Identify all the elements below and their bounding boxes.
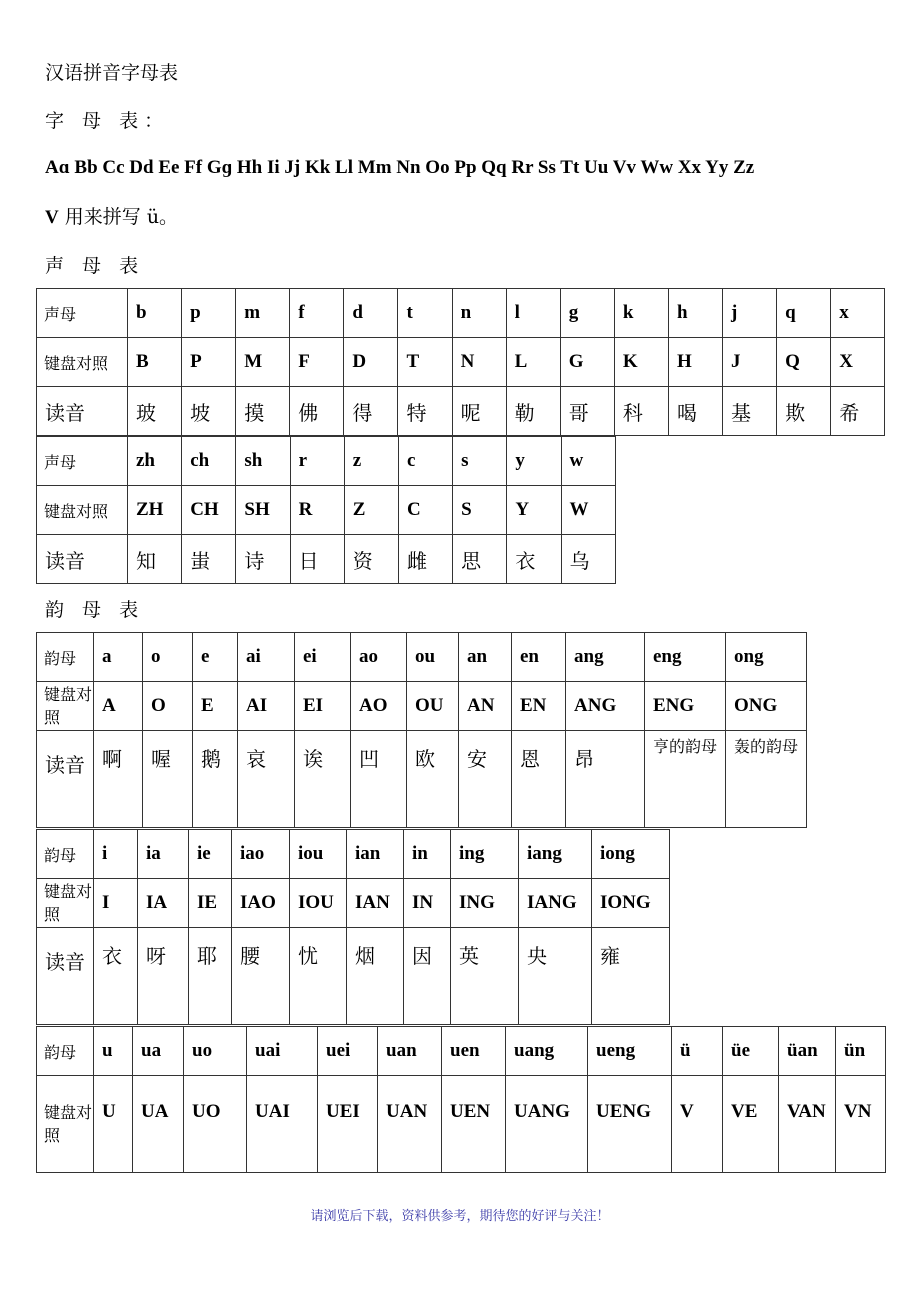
key-cell: VN [836,1076,886,1173]
pinyin-cell: i [94,830,138,879]
reading-cell: 知 [128,535,182,584]
reading-cell: 喔 [143,731,193,828]
row-label: 韵母 [37,1027,94,1076]
initials-table-2 [36,436,616,584]
finals-table-1 [36,632,807,828]
key-cell: N [452,338,506,387]
key-cell: B [128,338,182,387]
reading-cell: 昂 [566,731,645,828]
pinyin-cell: iao [232,830,290,879]
pinyin-cell: n [452,289,506,338]
reading-cell: 鹅 [193,731,238,828]
pinyin-cell: uen [442,1027,506,1076]
key-cell: UA [133,1076,184,1173]
pinyin-cell: ian [347,830,404,879]
table-row [37,338,885,387]
table-row [37,387,885,436]
pinyin-cell: iou [290,830,347,879]
key-cell: SH [236,486,290,535]
key-cell: UEI [318,1076,378,1173]
key-cell: IAO [232,879,290,928]
alphabet-heading: 字 母 表： [45,110,170,132]
reading-cell: 啊 [94,731,143,828]
key-cell: UAN [378,1076,442,1173]
key-cell: E [193,682,238,731]
reading-cell: 因 [404,928,451,1025]
row-label: 读音 [37,387,128,436]
pinyin-cell: g [560,289,614,338]
reading-cell: 衣 [507,535,561,584]
reading-cell: 亨的韵母 [645,731,726,828]
key-cell: U [94,1076,133,1173]
key-cell: M [236,338,290,387]
table-row [37,535,616,584]
key-cell: P [182,338,236,387]
reading-cell: 诗 [236,535,290,584]
v-letter: V [45,207,59,228]
reading-cell: 呢 [452,387,506,436]
reading-cell: 欧 [407,731,459,828]
footer-note: 请浏览后下载，资料供参考，期待您的好评与关注！ [310,1209,610,1224]
pinyin-cell: k [614,289,668,338]
reading-cell: 科 [614,387,668,436]
key-cell: ONG [726,682,807,731]
key-cell: IAN [347,879,404,928]
pinyin-cell: z [344,437,398,486]
key-cell: C [398,486,452,535]
table-row [37,289,885,338]
reading-cell: 雌 [398,535,452,584]
reading-cell: 烟 [347,928,404,1025]
pinyin-cell: l [506,289,560,338]
reading-cell: 雍 [592,928,670,1025]
pinyin-cell: eng [645,633,726,682]
pinyin-cell: ing [451,830,519,879]
reading-cell: 勒 [506,387,560,436]
pinyin-cell: sh [236,437,290,486]
pinyin-cell: u [94,1027,133,1076]
key-cell: G [560,338,614,387]
row-label: 键盘对照 [37,879,94,928]
reading-cell: 摸 [236,387,290,436]
pinyin-cell: o [143,633,193,682]
key-cell: Q [777,338,831,387]
table-row [37,1076,886,1173]
table-row [37,731,807,828]
reading-cell: 凹 [351,731,407,828]
reading-cell: 日 [290,535,344,584]
pinyin-cell: an [459,633,512,682]
key-cell: UAI [247,1076,318,1173]
pinyin-cell: f [290,289,344,338]
row-label: 声母 [37,437,128,486]
pinyin-cell: ua [133,1027,184,1076]
key-cell: AI [238,682,295,731]
pinyin-cell: in [404,830,451,879]
reading-cell: 玻 [128,387,182,436]
finals-table-2 [36,829,670,1025]
pinyin-cell: ang [566,633,645,682]
reading-cell: 哥 [560,387,614,436]
pinyin-cell: j [723,289,777,338]
pinyin-cell: a [94,633,143,682]
reading-cell: 思 [453,535,507,584]
pinyin-cell: ueng [588,1027,672,1076]
key-cell: Y [507,486,561,535]
reading-cell: 哀 [238,731,295,828]
key-cell: IANG [519,879,592,928]
pinyin-cell: uo [184,1027,247,1076]
reading-cell: 耶 [189,928,232,1025]
pinyin-cell: x [831,289,885,338]
key-cell: IN [404,879,451,928]
pinyin-cell: p [182,289,236,338]
key-cell: R [290,486,344,535]
reading-cell: 基 [723,387,777,436]
key-cell: AN [459,682,512,731]
key-cell: X [831,338,885,387]
finals-table-3 [36,1026,886,1173]
row-label: 键盘对照 [37,1076,94,1173]
pinyin-cell: d [344,289,398,338]
table-row [37,879,670,928]
key-cell: OU [407,682,459,731]
pinyin-cell: h [668,289,722,338]
pinyin-cell: t [398,289,452,338]
pinyin-cell: ü [672,1027,723,1076]
pinyin-cell: ün [836,1027,886,1076]
pinyin-cell: ai [238,633,295,682]
row-label: 键盘对照 [37,486,128,535]
key-cell: A [94,682,143,731]
reading-cell: 希 [831,387,885,436]
key-cell: UENG [588,1076,672,1173]
reading-cell: 轰的韵母 [726,731,807,828]
row-label: 声母 [37,289,128,338]
key-cell: UANG [506,1076,588,1173]
reading-cell: 英 [451,928,519,1025]
initials-table-1 [36,288,885,436]
table-row [37,682,807,731]
reading-cell: 腰 [232,928,290,1025]
key-cell: S [453,486,507,535]
key-cell: IA [138,879,189,928]
row-label: 键盘对照 [37,338,128,387]
v-note-text: 用来拼写 ü。 [58,206,179,228]
pinyin-cell: iang [519,830,592,879]
key-cell: AO [351,682,407,731]
finals-heading: 韵 母 表 [45,599,145,621]
reading-cell: 诶 [295,731,351,828]
reading-cell: 特 [398,387,452,436]
table-row [37,830,670,879]
table-row [37,486,616,535]
key-cell: ANG [566,682,645,731]
row-label: 韵母 [37,633,94,682]
reading-cell: 喝 [668,387,722,436]
reading-cell: 呀 [138,928,189,1025]
key-cell: H [668,338,722,387]
v-note [45,202,178,229]
key-cell: VE [723,1076,779,1173]
pinyin-cell: r [290,437,344,486]
reading-cell: 乌 [561,535,615,584]
pinyin-cell: üan [779,1027,836,1076]
reading-cell: 忧 [290,928,347,1025]
pinyin-cell: zh [128,437,182,486]
pinyin-cell: ie [189,830,232,879]
reading-cell: 得 [344,387,398,436]
initials-heading: 声 母 表 [45,255,145,277]
key-cell: UO [184,1076,247,1173]
pinyin-cell: en [512,633,566,682]
pinyin-cell: ei [295,633,351,682]
pinyin-cell: s [453,437,507,486]
pinyin-cell: c [398,437,452,486]
key-cell: CH [182,486,236,535]
pinyin-cell: y [507,437,561,486]
key-cell: T [398,338,452,387]
pinyin-cell: ou [407,633,459,682]
key-cell: D [344,338,398,387]
key-cell: Z [344,486,398,535]
reading-cell: 恩 [512,731,566,828]
reading-cell: 欺 [777,387,831,436]
key-cell: UEN [442,1076,506,1173]
row-label: 读音 [37,928,94,1025]
row-label: 韵母 [37,830,94,879]
table-row [37,437,616,486]
pinyin-cell: üe [723,1027,779,1076]
pinyin-cell: ao [351,633,407,682]
key-cell: O [143,682,193,731]
key-cell: V [672,1076,723,1173]
key-cell: ENG [645,682,726,731]
key-cell: ZH [128,486,182,535]
reading-cell: 安 [459,731,512,828]
pinyin-cell: ia [138,830,189,879]
row-label: 读音 [37,731,94,828]
pinyin-cell: q [777,289,831,338]
pinyin-cell: w [561,437,615,486]
key-cell: VAN [779,1076,836,1173]
key-cell: I [94,879,138,928]
reading-cell: 佛 [290,387,344,436]
reading-cell: 央 [519,928,592,1025]
key-cell: J [723,338,777,387]
table-row [37,1027,886,1076]
row-label: 读音 [37,535,128,584]
key-cell: IOU [290,879,347,928]
key-cell: IONG [592,879,670,928]
pinyin-cell: ong [726,633,807,682]
key-cell: K [614,338,668,387]
pinyin-cell: uai [247,1027,318,1076]
pinyin-cell: ch [182,437,236,486]
pinyin-cell: uei [318,1027,378,1076]
reading-cell: 蚩 [182,535,236,584]
table-row [37,928,670,1025]
reading-cell: 资 [344,535,398,584]
key-cell: L [506,338,560,387]
key-cell: ING [451,879,519,928]
table-row [37,633,807,682]
document-title: 汉语拼音字母表 [45,62,179,84]
key-cell: EI [295,682,351,731]
pinyin-cell: b [128,289,182,338]
key-cell: F [290,338,344,387]
pinyin-cell: iong [592,830,670,879]
reading-cell: 坡 [182,387,236,436]
pinyin-cell: m [236,289,290,338]
pinyin-cell: uang [506,1027,588,1076]
pinyin-cell: e [193,633,238,682]
key-cell: W [561,486,615,535]
reading-cell: 衣 [94,928,138,1025]
key-cell: IE [189,879,232,928]
alphabet-line: Aɑ Bb Cc Dd Ee Ff Gɡ Hh Ii Jj Kk Ll Mm Nn Oo Pp Qq Rr Ss Tt Uu Vv Ww Xx Yy Zz [45,157,755,178]
key-cell: EN [512,682,566,731]
row-label: 键盘对照 [37,682,94,731]
pinyin-cell: uan [378,1027,442,1076]
